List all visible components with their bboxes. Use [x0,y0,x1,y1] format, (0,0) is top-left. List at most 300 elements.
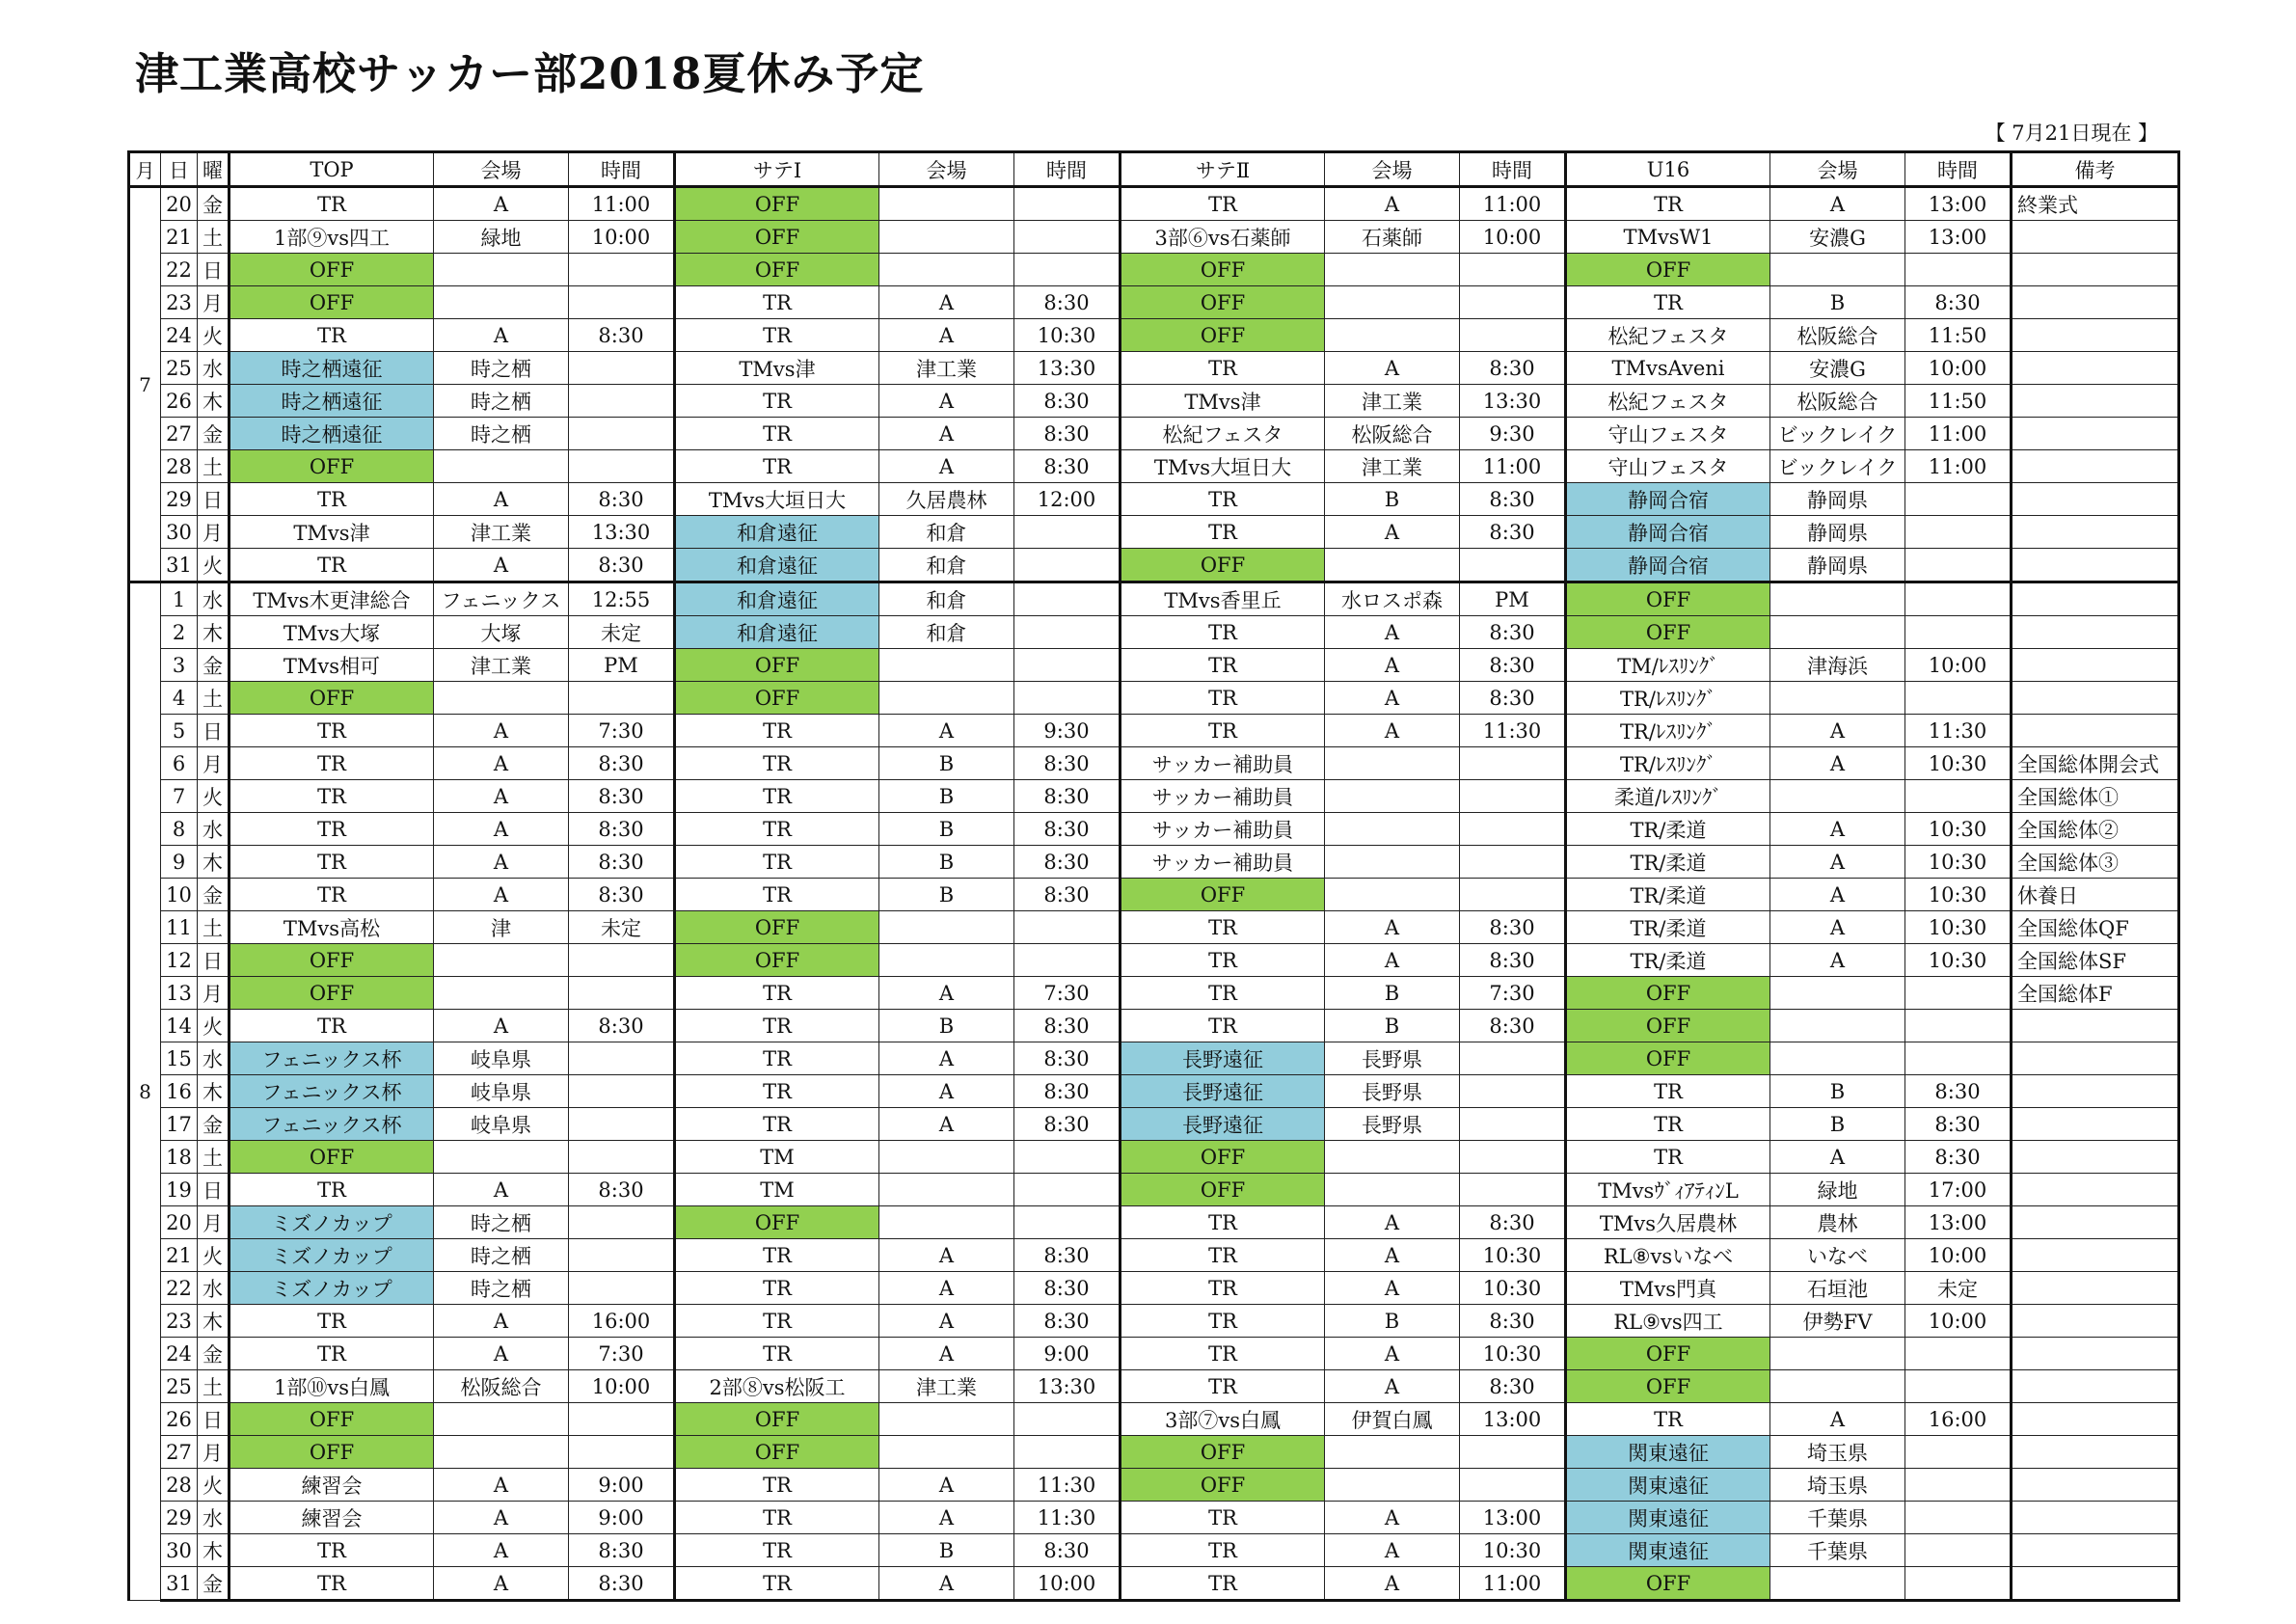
notes-cell [2012,1075,2179,1108]
u16-time-cell: 13:00 [1905,187,2012,221]
sate1-cell: 2部⑧vs松阪工 [675,1370,879,1403]
day-cell: 30 [161,516,198,549]
sate2-time-cell: 8:30 [1460,944,1566,977]
notes-cell: 全国総体QF [2012,911,2179,944]
sate1-time-cell: 8:30 [1014,879,1121,911]
notes-cell [2012,254,2179,286]
top-cell: TR [230,715,434,747]
notes-cell [2012,582,2179,616]
sate2-venue-cell: A [1325,944,1460,977]
day-cell: 21 [161,221,198,254]
sate2-cell: OFF [1121,549,1325,582]
weekday-cell: 日 [198,944,230,977]
top-cell: OFF [230,1436,434,1469]
u16-cell: 松紀フェスタ [1566,319,1770,352]
sate1-venue-cell: 和倉 [879,549,1014,582]
weekday-cell: 火 [198,1010,230,1042]
sate2-cell: OFF [1121,1174,1325,1206]
sate1-cell: 和倉遠征 [675,516,879,549]
u16-cell: TR [1566,1141,1770,1174]
day-cell: 12 [161,944,198,977]
sate2-time-cell [1460,1075,1566,1108]
table-row [129,1305,2179,1338]
u16-venue-cell: A [1770,879,1905,911]
table-row [129,846,2179,879]
top-time-cell: 未定 [569,616,675,649]
sate2-time-cell: 13:30 [1460,385,1566,418]
table-row [129,1042,2179,1075]
sate1-cell: 和倉遠征 [675,616,879,649]
top-venue-cell: A [434,879,569,911]
notes-cell: 全国総体③ [2012,846,2179,879]
sate2-time-cell: PM [1460,582,1566,616]
sate1-time-cell [1014,649,1121,682]
sate2-time-cell [1460,286,1566,319]
top-venue-cell: A [434,715,569,747]
sate2-venue-cell: A [1325,682,1460,715]
top-time-cell [569,1403,675,1436]
u16-time-cell [1905,780,2012,813]
top-cell: TR [230,846,434,879]
weekday-cell: 金 [198,1338,230,1370]
u16-time-cell [1905,1042,2012,1075]
u16-cell: TR/ﾚｽﾘﾝｸﾞ [1566,682,1770,715]
u16-time-cell: 11:00 [1905,450,2012,483]
top-time-cell [569,352,675,385]
sate2-venue-cell: A [1325,1370,1460,1403]
sate2-cell: 3部⑦vs白鳳 [1121,1403,1325,1436]
u16-venue-cell: B [1770,1108,1905,1141]
sate2-time-cell: 8:30 [1460,616,1566,649]
notes-cell [2012,286,2179,319]
sate1-time-cell: 9:00 [1014,1338,1121,1370]
sate2-venue-cell [1325,549,1460,582]
u16-time-cell [1905,582,2012,616]
notes-cell: 全国総体F [2012,977,2179,1010]
u16-venue-cell: 埼玉県 [1770,1469,1905,1502]
u16-cell: OFF [1566,1010,1770,1042]
header-top-venue: 会場 [434,152,569,187]
sate2-cell: TR [1121,1338,1325,1370]
u16-cell: TMvs久居農林 [1566,1206,1770,1239]
sate2-time-cell [1460,1436,1566,1469]
day-cell: 8 [161,813,198,846]
notes-cell [2012,1370,2179,1403]
top-time-cell: 13:30 [569,516,675,549]
top-cell: ミズノカップ [230,1239,434,1272]
top-cell: OFF [230,977,434,1010]
table-row [129,187,2179,221]
sate2-cell: サッカー補助員 [1121,846,1325,879]
weekday-cell: 水 [198,1042,230,1075]
day-cell: 31 [161,1567,198,1601]
notes-cell [2012,1010,2179,1042]
day-cell: 20 [161,187,198,221]
notes-cell [2012,1141,2179,1174]
u16-time-cell [1905,1567,2012,1601]
table-row [129,221,2179,254]
u16-time-cell [1905,977,2012,1010]
top-venue-cell: A [434,1502,569,1534]
top-cell: TMvs高松 [230,911,434,944]
sate1-venue-cell: A [879,1272,1014,1305]
sate2-time-cell: 11:00 [1460,187,1566,221]
u16-venue-cell [1770,977,1905,1010]
notes-cell [2012,1108,2179,1141]
weekday-cell: 土 [198,682,230,715]
notes-cell [2012,715,2179,747]
table-row [129,516,2179,549]
sate1-time-cell: 8:30 [1014,780,1121,813]
weekday-cell: 水 [198,1272,230,1305]
u16-cell: RL⑧vsいなべ [1566,1239,1770,1272]
sate1-venue-cell: A [879,715,1014,747]
u16-venue-cell: 静岡県 [1770,516,1905,549]
sate2-time-cell: 11:00 [1460,1567,1566,1601]
sate2-time-cell [1460,254,1566,286]
top-cell: OFF [230,944,434,977]
u16-time-cell: 10:30 [1905,813,2012,846]
weekday-cell: 金 [198,879,230,911]
sate1-time-cell: 8:30 [1014,1305,1121,1338]
day-cell: 15 [161,1042,198,1075]
u16-venue-cell [1770,616,1905,649]
sate2-time-cell [1460,1469,1566,1502]
header-sate1: サテⅠ [675,152,879,187]
sate1-time-cell: 8:30 [1014,1075,1121,1108]
top-time-cell: 7:30 [569,715,675,747]
sate2-time-cell [1460,846,1566,879]
notes-cell [2012,1174,2179,1206]
u16-cell: 関東遠征 [1566,1502,1770,1534]
notes-cell [2012,1206,2179,1239]
sate2-time-cell: 13:00 [1460,1403,1566,1436]
header-sate2-venue: 会場 [1325,152,1460,187]
u16-cell: 関東遠征 [1566,1436,1770,1469]
sate1-venue-cell: B [879,846,1014,879]
day-cell: 25 [161,352,198,385]
u16-cell: TR [1566,1403,1770,1436]
u16-time-cell: 8:30 [1905,1108,2012,1141]
table-row [129,616,2179,649]
notes-cell [2012,1338,2179,1370]
sate1-cell: OFF [675,254,879,286]
notes-cell [2012,385,2179,418]
sate2-time-cell: 10:30 [1460,1338,1566,1370]
day-cell: 4 [161,682,198,715]
sate2-cell: TR [1121,911,1325,944]
sate2-cell: TR [1121,483,1325,516]
header-month: 月 [129,152,161,187]
sate1-time-cell [1014,616,1121,649]
u16-venue-cell [1770,582,1905,616]
sate1-cell: OFF [675,1206,879,1239]
u16-venue-cell: 伊勢FV [1770,1305,1905,1338]
u16-venue-cell [1770,1042,1905,1075]
sate1-time-cell: 8:30 [1014,1108,1121,1141]
u16-time-cell: 10:30 [1905,879,2012,911]
u16-venue-cell: A [1770,944,1905,977]
table-row [129,1502,2179,1534]
table-row [129,1141,2179,1174]
sate1-cell: TR [675,418,879,450]
top-cell: OFF [230,254,434,286]
sate1-venue-cell: A [879,385,1014,418]
day-cell: 23 [161,1305,198,1338]
notes-cell: 全国総体開会式 [2012,747,2179,780]
sate1-cell: TR [675,1042,879,1075]
top-time-cell [569,1436,675,1469]
u16-time-cell [1905,682,2012,715]
table-row [129,254,2179,286]
top-time-cell: 未定 [569,911,675,944]
u16-cell: TR/柔道 [1566,944,1770,977]
top-time-cell [569,1108,675,1141]
sate1-venue-cell [879,649,1014,682]
u16-cell: 静岡合宿 [1566,483,1770,516]
top-time-cell: 8:30 [569,1534,675,1567]
sate1-venue-cell [879,911,1014,944]
sate1-time-cell: 8:30 [1014,846,1121,879]
top-venue-cell: 津工業 [434,516,569,549]
top-time-cell: 7:30 [569,1338,675,1370]
sate2-time-cell: 13:00 [1460,1502,1566,1534]
weekday-cell: 火 [198,780,230,813]
top-time-cell [569,254,675,286]
weekday-cell: 日 [198,1174,230,1206]
u16-cell: 静岡合宿 [1566,549,1770,582]
sate2-time-cell [1460,1042,1566,1075]
sate1-time-cell [1014,682,1121,715]
top-venue-cell: A [434,319,569,352]
sate1-cell: TR [675,747,879,780]
month-cell: 7 [129,187,161,582]
u16-cell: TR/柔道 [1566,879,1770,911]
header-u16-venue: 会場 [1770,152,1905,187]
top-time-cell [569,1141,675,1174]
sate1-cell: OFF [675,1436,879,1469]
u16-cell: OFF [1566,616,1770,649]
sate1-time-cell: 9:30 [1014,715,1121,747]
top-venue-cell [434,254,569,286]
header-top-time: 時間 [569,152,675,187]
u16-time-cell: 8:30 [1905,1075,2012,1108]
sate1-cell: TR [675,846,879,879]
u16-venue-cell [1770,1338,1905,1370]
top-time-cell [569,418,675,450]
u16-time-cell [1905,1338,2012,1370]
top-cell: 時之栖遠征 [230,385,434,418]
sate2-cell: 長野遠征 [1121,1042,1325,1075]
day-cell: 21 [161,1239,198,1272]
weekday-cell: 火 [198,319,230,352]
top-cell: フェニックス杯 [230,1075,434,1108]
sate2-cell: 松紀フェスタ [1121,418,1325,450]
sate2-time-cell: 10:30 [1460,1534,1566,1567]
weekday-cell: 木 [198,846,230,879]
table-row [129,418,2179,450]
weekday-cell: 金 [198,649,230,682]
top-venue-cell: A [434,813,569,846]
header-sate2: サテⅡ [1121,152,1325,187]
day-cell: 31 [161,549,198,582]
top-cell: 練習会 [230,1469,434,1502]
table-row [129,780,2179,813]
top-cell: TR [230,813,434,846]
sate2-cell: TR [1121,616,1325,649]
sate2-time-cell: 9:30 [1460,418,1566,450]
header-day: 日 [161,152,198,187]
sate2-venue-cell: A [1325,1338,1460,1370]
top-venue-cell: 津工業 [434,649,569,682]
sate2-venue-cell: A [1325,1534,1460,1567]
sate2-venue-cell: 松阪総合 [1325,418,1460,450]
u16-time-cell: 10:00 [1905,649,2012,682]
u16-time-cell: 13:00 [1905,221,2012,254]
table-row [129,1370,2179,1403]
sate1-venue-cell: A [879,1338,1014,1370]
header-notes: 備考 [2012,152,2179,187]
u16-venue-cell: A [1770,715,1905,747]
top-venue-cell: A [434,1534,569,1567]
top-cell: OFF [230,1141,434,1174]
sate2-cell: TR [1121,715,1325,747]
u16-time-cell: 11:50 [1905,319,2012,352]
u16-cell: OFF [1566,254,1770,286]
top-cell: ミズノカップ [230,1206,434,1239]
u16-cell: OFF [1566,1370,1770,1403]
sate1-time-cell: 11:30 [1014,1502,1121,1534]
u16-venue-cell: 農林 [1770,1206,1905,1239]
weekday-cell: 水 [198,813,230,846]
day-cell: 14 [161,1010,198,1042]
u16-cell: TM/ﾚｽﾘﾝｸﾞ [1566,649,1770,682]
top-cell: TR [230,1010,434,1042]
day-cell: 10 [161,879,198,911]
sate1-cell: OFF [675,682,879,715]
day-cell: 5 [161,715,198,747]
u16-venue-cell: 安濃G [1770,352,1905,385]
notes-cell [2012,1239,2179,1272]
u16-venue-cell: A [1770,1141,1905,1174]
sate1-cell: TR [675,450,879,483]
day-cell: 28 [161,450,198,483]
sate2-venue-cell: A [1325,715,1460,747]
sate2-venue-cell [1325,780,1460,813]
top-venue-cell [434,286,569,319]
month-cell: 8 [129,582,161,1601]
top-cell: TMvs木更津総合 [230,582,434,616]
notes-cell [2012,549,2179,582]
table-row [129,1403,2179,1436]
day-cell: 18 [161,1141,198,1174]
u16-time-cell [1905,1436,2012,1469]
top-venue-cell: 時之栖 [434,352,569,385]
sate1-time-cell [1014,1403,1121,1436]
day-cell: 13 [161,977,198,1010]
table-row [129,1534,2179,1567]
sate1-venue-cell: 津工業 [879,1370,1014,1403]
sate1-cell: TR [675,286,879,319]
sate1-venue-cell: 和倉 [879,616,1014,649]
notes-cell [2012,319,2179,352]
u16-venue-cell: 安濃G [1770,221,1905,254]
u16-venue-cell: B [1770,1075,1905,1108]
sate1-cell: TMvs大垣日大 [675,483,879,516]
top-cell: フェニックス杯 [230,1108,434,1141]
sate1-cell: TM [675,1174,879,1206]
notes-cell: 休養日 [2012,879,2179,911]
weekday-cell: 木 [198,1305,230,1338]
top-time-cell: 8:30 [569,1567,675,1601]
u16-cell: TR [1566,1075,1770,1108]
sate1-cell: OFF [675,649,879,682]
u16-venue-cell: 石垣池 [1770,1272,1905,1305]
as-of-date: 【 7月21日現在 】 [1985,122,2158,145]
u16-time-cell: 10:30 [1905,747,2012,780]
table-row [129,1239,2179,1272]
notes-cell: 全国総体② [2012,813,2179,846]
sate2-venue-cell [1325,1436,1460,1469]
sate2-venue-cell: 長野県 [1325,1075,1460,1108]
sate2-cell: TR [1121,1370,1325,1403]
weekday-cell: 木 [198,616,230,649]
sate2-venue-cell: B [1325,977,1460,1010]
day-cell: 20 [161,1206,198,1239]
sate1-cell: 和倉遠征 [675,582,879,616]
day-cell: 29 [161,1502,198,1534]
u16-time-cell [1905,483,2012,516]
sate2-venue-cell: A [1325,649,1460,682]
table-row [129,682,2179,715]
sate2-time-cell: 8:30 [1460,1305,1566,1338]
top-cell: TR [230,187,434,221]
u16-cell: TMvsAveni [1566,352,1770,385]
sate1-venue-cell: A [879,1502,1014,1534]
sate1-cell: TR [675,319,879,352]
sate1-cell: TR [675,977,879,1010]
u16-cell: OFF [1566,582,1770,616]
top-cell: 練習会 [230,1502,434,1534]
u16-cell: RL⑨vs四工 [1566,1305,1770,1338]
top-venue-cell: A [434,1174,569,1206]
u16-venue-cell: 静岡県 [1770,549,1905,582]
day-cell: 9 [161,846,198,879]
sate2-time-cell [1460,319,1566,352]
day-cell: 23 [161,286,198,319]
sate1-time-cell: 8:30 [1014,1042,1121,1075]
u16-cell: OFF [1566,977,1770,1010]
top-venue-cell [434,944,569,977]
u16-time-cell: 17:00 [1905,1174,2012,1206]
sate2-venue-cell [1325,813,1460,846]
sate1-cell: TM [675,1141,879,1174]
sate2-time-cell: 8:30 [1460,1010,1566,1042]
u16-cell: TMvs門真 [1566,1272,1770,1305]
sate2-time-cell: 10:30 [1460,1239,1566,1272]
sate1-time-cell: 8:30 [1014,450,1121,483]
sate1-venue-cell [879,1174,1014,1206]
sate1-time-cell: 8:30 [1014,418,1121,450]
sate2-venue-cell [1325,747,1460,780]
u16-cell: TR [1566,286,1770,319]
u16-venue-cell [1770,1370,1905,1403]
weekday-cell: 月 [198,1436,230,1469]
u16-time-cell [1905,254,2012,286]
sate2-time-cell: 8:30 [1460,352,1566,385]
sate2-venue-cell: 長野県 [1325,1108,1460,1141]
sate2-venue-cell: A [1325,1567,1460,1601]
